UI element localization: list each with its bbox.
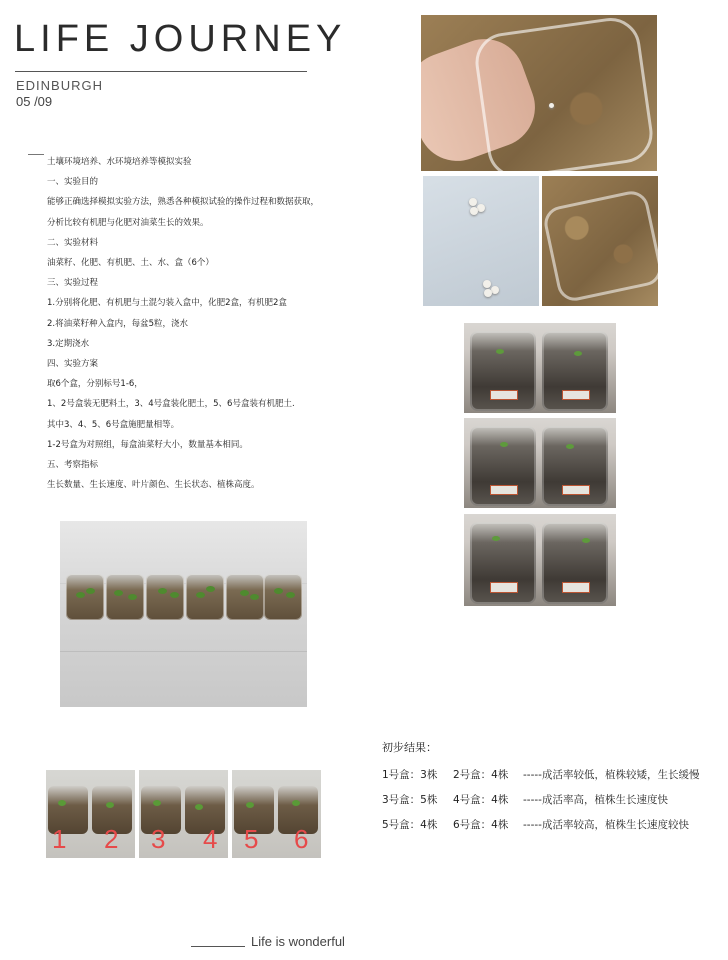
box-number-label: 2 — [104, 824, 119, 854]
footer-divider — [191, 946, 245, 947]
page-title: LIFE JOURNEY — [14, 18, 347, 60]
result-row — [382, 792, 668, 807]
text-line: 土壤环境培养、水环境培养等模拟实验 — [47, 157, 192, 167]
soil-in-hand-photo — [421, 15, 657, 171]
location-label: EDINBURGH — [16, 78, 104, 93]
result-row — [382, 767, 699, 782]
box-number-label: 6 — [294, 824, 309, 854]
result-box-a: 5号盒：4株 — [382, 819, 438, 831]
box-number-label: 1 — [52, 824, 67, 854]
text-line: 其中3、4、5、6号盒施肥量相等。 — [47, 419, 180, 430]
box-number-label: 5 — [244, 824, 259, 854]
result-note: -----成活率较高，植株生长速度较快 — [523, 819, 689, 831]
title-divider — [15, 71, 307, 72]
text-line: 生长数量、生长速度、叶片颜色、生长状态、植株高度。 — [47, 480, 260, 491]
result-box-b: 6号盒：4株 — [453, 819, 509, 831]
text-marker — [28, 154, 44, 155]
text-line: 取6个盒，分别标号1-6， — [47, 379, 143, 390]
text-line: 能够正确选择模拟实验方法，熟悉各种模拟试验的操作过程和数据获取， — [47, 197, 320, 208]
text-line: 四、实验方案 — [47, 359, 99, 370]
footer-tagline: Life is wonderful — [251, 934, 345, 949]
results-heading: 初步结果： — [382, 741, 437, 754]
text-line: 2.将油菜籽种入盒内，每盆5粒，浇水 — [47, 318, 189, 329]
boxes-numbered-3-4-photo — [139, 770, 228, 858]
result-note: -----成活率高，植株生长速度快 — [523, 794, 668, 806]
six-boxes-photo — [60, 521, 307, 707]
text-line: 五、考察指标 — [47, 460, 99, 471]
text-line: 1-2号盒为对照组，每盒油菜籽大小，数量基本相同。 — [47, 439, 248, 450]
seeds-photo — [423, 176, 539, 306]
box-number-label: 4 — [203, 824, 218, 854]
result-note: -----成活率较低，植株较矮，生长缓慢 — [523, 769, 700, 781]
date-label: 05 /09 — [16, 94, 53, 109]
experiment-text — [47, 152, 347, 495]
text-line: 三、实验过程 — [47, 278, 99, 289]
text-line: 二、实验材料 — [47, 237, 99, 248]
boxes-3-4-photo — [464, 418, 616, 508]
text-line: 分析比较有机肥与化肥对油菜生长的效果。 — [47, 217, 209, 228]
boxes-numbered-1-2-photo — [46, 770, 135, 858]
boxes-1-2-photo — [464, 323, 616, 413]
text-line: 1.分别将化肥、有机肥与土混匀装入盒中，化肥2盒，有机肥2盒 — [47, 298, 287, 309]
box-number-label: 3 — [151, 824, 166, 854]
text-line: 3.定期浇水 — [47, 338, 90, 349]
result-box-b: 4号盒：4株 — [453, 794, 509, 806]
result-box-a: 1号盒：3株 — [382, 769, 438, 781]
soil-box-photo — [542, 176, 658, 306]
result-box-a: 3号盒：5株 — [382, 794, 438, 806]
text-line: 油菜籽、化肥、有机肥、土、水、盒（6个） — [47, 258, 214, 269]
text-line: 1、2号盒装无肥料土，3、4号盒装化肥土，5、6号盒装有机肥土. — [47, 399, 295, 410]
boxes-5-6-photo — [464, 514, 616, 606]
result-row — [382, 817, 689, 832]
text-line: 一、实验目的 — [47, 177, 99, 188]
result-box-b: 2号盒：4株 — [453, 769, 509, 781]
boxes-numbered-5-6-photo — [232, 770, 321, 858]
